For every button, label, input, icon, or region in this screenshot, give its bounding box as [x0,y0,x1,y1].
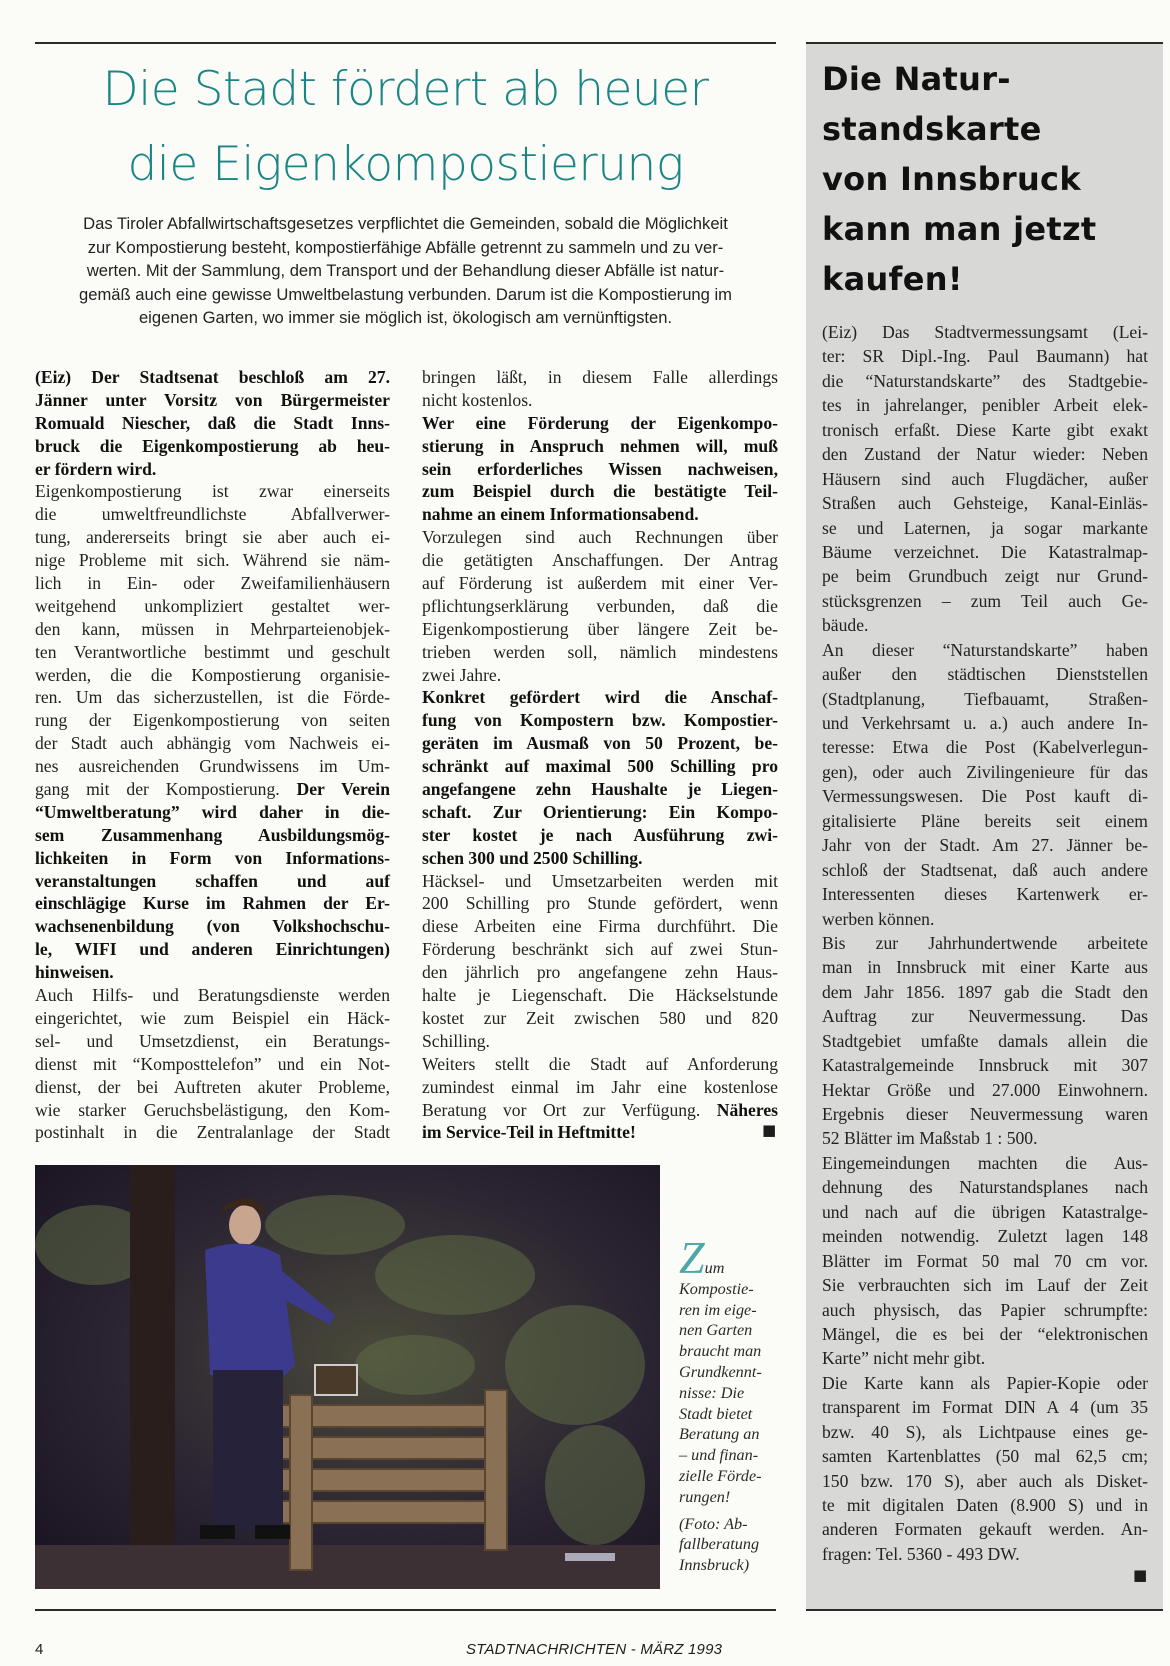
bold-text-run: (Eiz) Der Stadtsenat beschloß am 27. [35,367,390,387]
text-run: pflichtungserklärung verbunden, daß die [422,595,778,616]
text-run: nicht kostenlos. [422,389,533,410]
text-line [422,435,778,458]
text-run: Katastralgemeinde Innsbruck mit 307 [822,1055,1148,1076]
text-run: rung der Eigenkompostierung von seiten [35,710,390,731]
text-run: tung, andererseits bringt sie aber auch ei- [35,527,390,548]
photo-caption [679,1232,779,1576]
text-line [822,589,1148,613]
caption-line: braucht man [679,1342,762,1361]
text-run: postinhalt in die Zentralanlage der Stadt [35,1122,390,1143]
text-line [822,369,1148,393]
text-line [822,1126,1148,1150]
text-line [35,1007,390,1030]
text-line [35,938,390,961]
text-run: bzw. 40 S), als Lichtpause eines ge- [822,1421,1148,1442]
bold-text-run: Konkret gefördert wird die Anschaf- [422,687,778,708]
text-line [422,1076,778,1099]
text-line [422,526,778,549]
text-line [822,1517,1148,1541]
bold-text-run: wachsenenbildung (von Volkshochschu- [35,916,390,937]
text-run: gang mit der Kompostierung. [35,779,297,800]
text-line [35,1030,390,1053]
text-line [35,755,390,778]
text-line [422,412,778,435]
text-run: Auftrag zur Neuvermessung. Das [822,1006,1148,1027]
text-line [422,641,778,664]
text-run: teresse: Etwa die Post (Kabelverlegun- [822,737,1148,758]
text-line [422,984,778,1007]
text-line [35,732,390,755]
top-rule-sidebar [806,42,1163,44]
text-run: Häcksel- und Umsetzarbeiten werden mit [422,870,778,891]
text-line [422,618,778,641]
text-run: se und Laternen, ja sogar markante [822,517,1148,538]
text-line [822,1542,1148,1566]
bold-text-run: einschlägige Kurse im Rahmen der Er- [35,893,390,914]
drop-cap: Z [679,1232,705,1283]
text-run: tronisch erfaßt. Diese Karte gibt exakt [822,419,1148,440]
text-run: nes ausreichenden Grundwissens im Um- [35,756,390,777]
text-line [35,435,390,458]
text-line [35,526,390,549]
page-number: 4 [35,1641,44,1658]
text-run: bringen läßt, in diesem Falle allerdings [422,367,778,387]
article-column-1 [35,366,390,1144]
text-line [35,503,390,526]
sidebar-heading-line: kann man jetzt [822,210,1097,248]
intro-line: zur Kompostierung besteht, kompostierfähige Abfälle getrennt zu sammeln und zu ver- [87,237,724,257]
text-run: gitalisierte Pläne bereits seit einem [822,810,1148,831]
text-line [35,664,390,687]
text-line [422,595,778,618]
text-line [35,915,390,938]
bold-text-run: le, WIFI und anderen Einrichtungen) [35,939,390,960]
text-run: die getätigten Anschaffungen. Der Antrag [422,550,778,571]
text-run: zwei Jahre. [422,664,502,685]
caption-line: – und finan- [679,1446,759,1465]
text-line [822,687,1148,711]
text-line [822,1493,1148,1517]
text-line [822,320,1148,344]
text-line [822,760,1148,784]
text-run: tes in jahrelanger, penibler Arbeit elek- [822,395,1148,416]
text-line [35,961,390,984]
text-line [35,709,390,732]
bold-text-run: sem Zusammenhang Ausbildungsmög- [35,824,390,845]
text-line [822,1273,1148,1297]
bold-text-run: Wer eine Förderung der Eigenkompo- [422,412,778,433]
text-run: wie starker Geruchsbelästigung, den Kom- [35,1099,390,1120]
text-run: Beratung vor Ort zur Verfügung. [422,1099,717,1120]
photo-credit-line: fallberatung [679,1535,760,1554]
text-line [422,938,778,961]
text-line [822,907,1148,931]
top-rule-article [35,42,776,44]
text-line [422,572,778,595]
text-run: Häusern sind auch Flugdächer, außer [822,468,1148,489]
text-run: den jährlich pro angefangene zehn Haus- [422,962,778,983]
text-line [822,1249,1148,1273]
text-line [422,686,778,709]
text-run: zumindest einmal im Jahr eine kostenlose [422,1076,778,1097]
bold-text-run: im Service-Teil in Heftmitte! [422,1122,636,1143]
text-line [422,1099,778,1122]
text-run: Bäume verzeichnet. Die Katastralmap- [822,541,1148,562]
bold-text-run: hinweisen. [35,962,114,983]
text-line [422,709,778,732]
text-run: man in Innsbruck mit einer Karte aus [822,957,1148,978]
bold-text-run: er fördern wird. [35,458,157,479]
end-mark: ■ [1133,1566,1148,1584]
intro-line: gemäß auch eine gewisse Umweltbelastung verbunden. Darum ist die Kompostierung im [78,284,732,304]
text-run: Mängel, die es bei der “elektronischen [822,1323,1148,1344]
intro-line: Das Tiroler Abfallwirtschaftsgesetzes verpflichtet die Gemeinden, sobald die Möglichkeit [83,214,728,233]
text-run: anderen Formaten gekauft werden. An- [822,1519,1148,1540]
text-line [822,1175,1148,1199]
text-run: eingerichtet, wie zum Beispiel ein Häck- [35,1007,390,1028]
article-column-2 [422,366,778,1144]
text-line [422,664,778,687]
bold-text-run: zum Beispiel durch die bestätigte Teil- [422,481,778,502]
text-run: Sie verbrauchten sich im Lauf der Zeit [822,1275,1148,1296]
text-line [822,491,1148,515]
text-line [35,458,390,481]
text-line [422,732,778,755]
text-line [822,1395,1148,1419]
text-run: halte je Liegenschaft. Die Häckselstunde [422,985,778,1006]
caption-line: Stadt bietet [679,1404,753,1423]
text-run: schloß der Stadtsenat, daß auch andere [822,859,1148,880]
photo-compost-bin-person [35,1165,660,1589]
publication-footer: STADTNACHRICHTEN - MÄRZ 1993 [466,1641,723,1658]
text-line [422,755,778,778]
text-line [822,1444,1148,1468]
text-run: dienst, der bei Auftreten akuter Probleme, [35,1076,390,1097]
text-run: außer den städtischen Dienststellen [822,664,1148,685]
text-run: werben können. [822,908,935,929]
text-run: Vorzulegen sind auch Rechnungen über [422,527,778,548]
text-line [822,1371,1148,1395]
text-line [422,1030,778,1053]
caption-line: nisse: Die [679,1383,745,1402]
caption-line: um [704,1259,725,1277]
text-run: bäude. [822,615,869,636]
text-run: transparent im Format DIN A 4 (um 35 [822,1397,1148,1418]
text-run: ten Verantwortliche bestimmt und geschult [35,641,390,662]
text-line [422,892,778,915]
caption-line: Beratung an [679,1425,760,1444]
text-line [822,516,1148,540]
text-run: Schilling. [422,1030,490,1051]
sidebar-heading-line: von Innsbruck [822,160,1081,198]
text-run: Die Karte kann als Papier-Kopie oder [822,1372,1148,1393]
bold-text-run: geräten im Ausmaß von 50 Prozent, be- [422,733,778,754]
bold-text-run: angefangene zehn Haushalte je Liegen- [422,779,778,800]
text-line [35,870,390,893]
article-title-line: die Eigenkompostierung [127,137,684,192]
text-line [822,1151,1148,1175]
text-line [35,824,390,847]
text-line [35,984,390,1007]
text-run: An dieser “Naturstandskarte” haben [822,639,1148,660]
sidebar-heading-line: standskarte [822,110,1042,148]
text-run: stücksgrenzen – zum Teil auch Ge- [822,590,1148,611]
text-line [35,412,390,435]
text-line [822,638,1148,662]
text-line [422,847,778,870]
text-line [422,503,778,526]
text-line [35,778,390,801]
text-run: nige Probleme mit sich. Während sie näm- [35,550,390,571]
text-run: Vermessungswesen. Die Post kauft di- [822,786,1148,807]
text-run: Stadtgebiet umfaßte damals allein die [822,1030,1148,1051]
text-run: werden, die die Kompostierung organisie- [35,664,390,685]
text-line [822,344,1148,368]
text-line [822,955,1148,979]
bold-text-run: stierung in Anspruch nehmen will, muß [422,435,778,456]
text-line [822,809,1148,833]
bold-text-run: schränkt auf maximal 500 Schilling pro [422,756,778,777]
text-run: dienst mit “Komposttelefon” und ein Not- [35,1053,390,1074]
text-line [422,389,778,412]
text-line [822,833,1148,857]
text-line [822,1322,1148,1346]
text-run: auch physisch, das Papier schrumpfte: [822,1299,1148,1320]
text-run: 200 Schilling pro Stunde gefördert, wenn [422,893,778,914]
text-run: dehnung des Naturstandsplanes nach [822,1177,1148,1198]
text-run: Blätter im Format 50 mal 70 cm vor. [822,1250,1148,1271]
text-line [35,1053,390,1076]
text-run: gen), oder auch Zivilingenieure für das [822,761,1148,782]
text-run: 52 Blätter im Maßstab 1 : 500. [822,1128,1038,1149]
text-line [35,366,390,389]
text-line [422,480,778,503]
text-line [822,393,1148,417]
text-run: te mit digitalen Daten (8.900 S) und in [822,1495,1148,1515]
bold-text-run: Romuald Niescher, daß die Stadt Inns- [35,412,390,433]
text-run: Jahr von der Stadt. Am 27. Jänner be- [822,835,1148,856]
text-line [35,847,390,870]
bold-text-run: nahme an einem Informationsabend. [422,504,699,525]
text-line [35,389,390,412]
text-run: Straßen auch Gehsteige, Kanal-Einläs- [822,493,1148,514]
photo-credit-line: (Foto: Ab- [679,1514,748,1533]
caption-line: Grundkennt- [679,1362,762,1381]
text-line [822,858,1148,882]
text-run: den kann, müssen in Mehrparteienobjek- [35,618,390,639]
text-run: und Verkehrsamt u. a.) auch andere In- [822,713,1148,733]
text-line [822,1469,1148,1493]
text-run: auf Förderung ist außerdem mit einer Ver- [422,573,778,594]
text-line [422,870,778,893]
bottom-rule-sidebar [806,1609,1163,1611]
bottom-rule-article [35,1609,776,1611]
caption-line: nen Garten [679,1321,753,1340]
text-line [35,1099,390,1122]
intro-line: eigenen Garten, wo immer sie möglich ist, ökologisch am vernünftigsten. [138,308,673,328]
text-run: Karte” nicht mehr gibt. [822,1348,986,1369]
text-line [422,549,778,572]
text-line [822,442,1148,466]
text-run: kostet zur Zeit zwischen 580 und 820 [422,1007,778,1028]
sidebar-box [806,44,1163,1610]
text-run: die “Naturstandskarte” des Stadtgebie- [822,370,1148,391]
sidebar-heading-line: kaufen! [822,260,963,298]
sidebar-body [822,320,1148,1566]
text-run: Förderung beschränkt sich auf zwei Stun- [422,939,778,960]
text-line [822,613,1148,637]
text-run: meinden notwendig. Zuletzt lagen 148 [822,1226,1148,1247]
text-line [35,549,390,572]
text-line [822,564,1148,588]
text-run: und nach auf die übrigen Katastralge- [822,1201,1148,1222]
text-run: Bis zur Jahrhundertwende arbeitete [822,932,1148,953]
text-line [822,1420,1148,1444]
text-run: Eingemeindungen machten die Aus- [822,1152,1148,1173]
bold-text-run: lichkeiten in Form von Informations- [35,847,390,868]
compost-photo [35,1165,660,1589]
text-run: dem Jahr 1856. 1897 gab die Stadt den [822,981,1148,1002]
text-run: die umweltfreundlichste Abfallverwer- [35,504,390,525]
text-line [822,1346,1148,1370]
text-run: fragen: Tel. 5360 - 493 DW. [822,1543,1020,1564]
text-line [822,1298,1148,1322]
text-line [422,1007,778,1030]
text-line [822,1004,1148,1028]
bold-text-run: schaft. Zur Orientierung: Ein Kompo- [422,801,778,822]
text-line [822,467,1148,491]
article-intro [35,212,776,330]
text-run: ter: SR Dipl.-Ing. Paul Baumann) hat [822,346,1148,367]
text-line [35,686,390,709]
caption-line: rungen! [679,1487,731,1506]
text-line [822,418,1148,442]
caption-line: zielle Förde- [679,1466,762,1485]
text-run: lich in Ein- oder Zweifamilienhäusern [35,573,390,594]
text-line [822,540,1148,564]
text-line [822,1029,1148,1053]
intro-line: werten. Mit der Sammlung, dem Transport und der Behandlung dieser Abfälle ist natur- [86,261,725,281]
text-line [422,1053,778,1076]
text-line [35,1076,390,1099]
text-line [822,1224,1148,1248]
bold-text-run: sein erforderliches Wissen nachweisen, [422,458,778,479]
bold-text-run: ster kostet je nach Ausführung zwi- [422,824,778,845]
text-run: Eigenkompostierung über längere Zeit be- [422,618,778,639]
bold-text-run: “Umweltberatung” wird daher in die- [35,801,390,822]
photo-credit-line: Innsbruck) [679,1556,750,1575]
bold-text-run: Jänner unter Vorsitz von Bürgermeister [35,389,390,410]
text-line [422,961,778,984]
text-line [35,892,390,915]
text-run: der Stadt auch abhängig vom Nachweis ei- [35,733,390,754]
text-run: diese Arbeiten eine Firma durchführt. Die [422,916,778,937]
text-line [422,458,778,481]
text-line [822,711,1148,735]
text-run: pe beim Grundbuch zeigt nur Grund- [822,566,1148,587]
text-run: Hektar Größe und 27.000 Einwohnern. [822,1079,1148,1100]
text-line [422,366,778,389]
caption-line: ren im eige- [679,1300,757,1319]
text-run: samten Kartenblattes (50 mal 62,5 cm; [822,1446,1148,1467]
bold-text-run: veranstaltungen schaffen und auf [35,870,390,891]
text-line [822,931,1148,955]
text-run: 150 bzw. 170 S), aber auch als Disket- [822,1470,1148,1491]
text-run: sel- und Umsetzdienst, ein Beratungs- [35,1030,390,1051]
bold-text-run: schen 300 und 2500 Schilling. [422,847,643,868]
text-run: Eigenkompostierung ist zwar einerseits [35,481,390,502]
text-run: Weiters stellt die Stadt auf Anforderung [422,1053,778,1074]
article-title-line: Die Stadt fördert ab heuer [102,62,709,117]
text-line [35,480,390,503]
text-line [35,1121,390,1144]
text-line [422,1121,778,1144]
article-title [35,52,776,202]
text-line [422,915,778,938]
text-line [822,1078,1148,1102]
text-run: ren. Um das sicherzustellen, ist die Förde- [35,687,390,708]
text-line [822,1102,1148,1126]
text-run: (Stadtplanung, Tiefbauamt, Straßen- [822,688,1148,709]
text-line [35,641,390,664]
end-mark: ■ [762,1121,777,1139]
text-line [35,572,390,595]
text-run: trieben werden soll, nämlich mindestens [422,641,778,662]
bold-text-run: bruck die Eigenkompostierung ab heu- [35,435,390,456]
text-run: weitgehend unkompliziert gestaltet wer- [35,595,390,616]
bold-text-run: fung von Kompostern bzw. Kompostier- [422,710,778,731]
text-run: den Zustand der Natur wieder: Neben [822,444,1148,465]
text-run: (Eiz) Das Stadtvermessungsamt (Lei- [822,322,1148,342]
text-line [35,618,390,641]
text-run: Ergebnis dieser Neuvermessung waren [822,1104,1148,1124]
text-run: Auch Hilfs- und Beratungsdienste werden [35,985,390,1006]
text-line [35,801,390,824]
caption-line: Kompostie- [679,1279,754,1298]
text-line [822,882,1148,906]
text-line [422,824,778,847]
text-line [35,595,390,618]
text-line [822,980,1148,1004]
sidebar-heading [822,54,1097,304]
text-line [822,1053,1148,1077]
text-run: Interessenten dieses Kartenwerk er- [822,884,1148,905]
text-line [422,778,778,801]
bold-text-run: Näheres [716,1099,778,1120]
text-line [822,662,1148,686]
text-line [822,1200,1148,1224]
bold-text-run: Der Verein [296,779,390,800]
text-line [822,784,1148,808]
sidebar-heading-line: Die Natur- [822,60,1011,98]
text-line [422,801,778,824]
text-line [822,735,1148,759]
